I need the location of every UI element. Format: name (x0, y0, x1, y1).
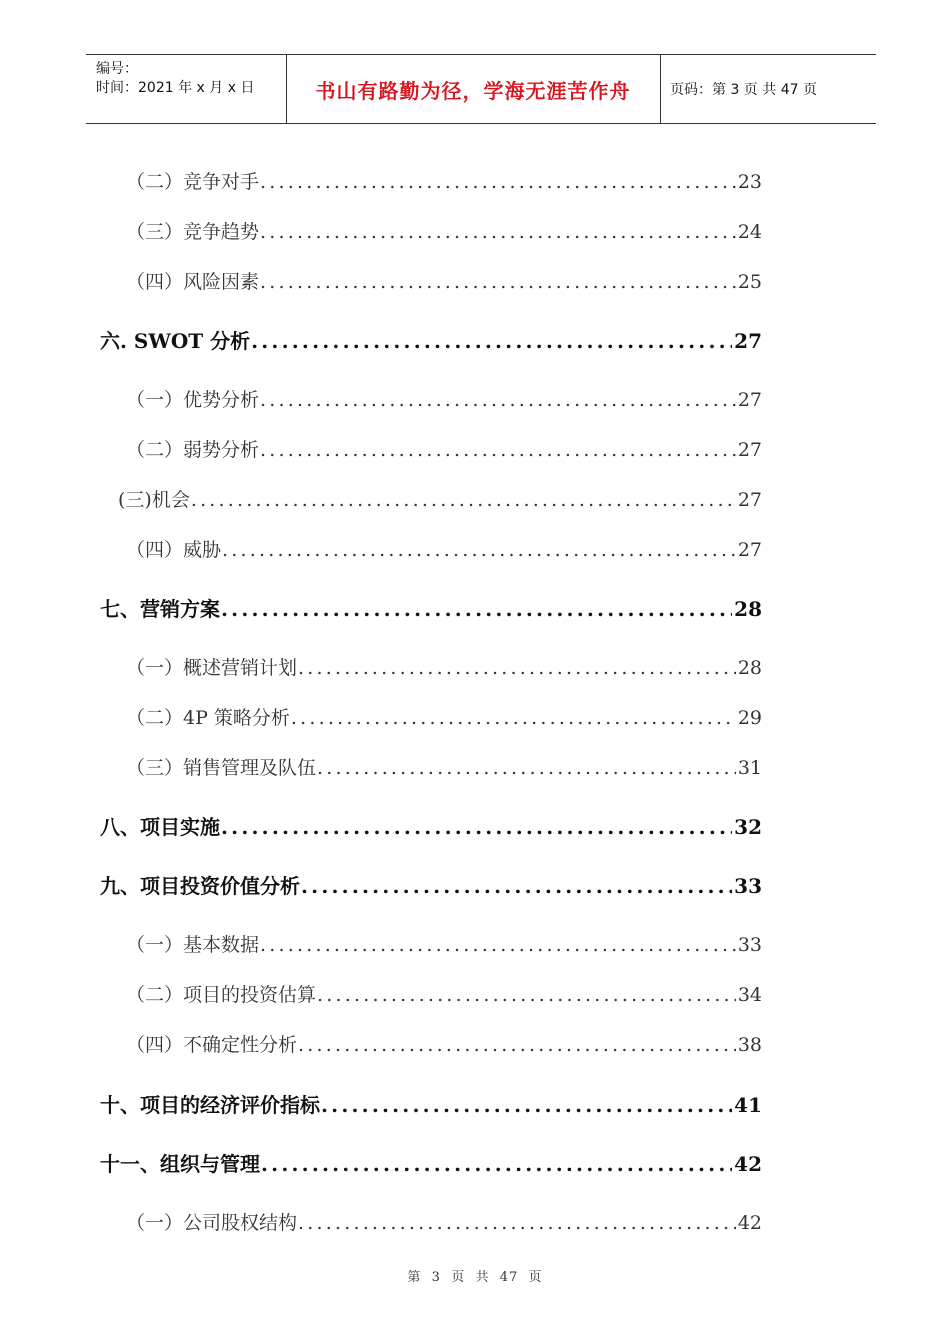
toc-entry[interactable] (126, 269, 762, 295)
toc-leader-dots (298, 1032, 736, 1058)
toc-leader-dots (260, 219, 736, 245)
toc-entry-label: （四）风险因素 (126, 271, 260, 293)
toc-entry-page: 27 (737, 439, 762, 461)
toc-leader-dots (260, 932, 736, 958)
toc-entry-label: （二）4P 策略分析 (126, 707, 290, 729)
toc-entry-page: 29 (737, 707, 762, 729)
toc-entry-page: 41 (734, 1093, 762, 1117)
toc-entry-page: 25 (737, 271, 762, 293)
toc-entry-page: 33 (734, 874, 762, 898)
toc-section-entry[interactable] (100, 596, 762, 622)
toc-leader-dots (298, 655, 736, 681)
header-page-cell (660, 55, 876, 123)
toc-entry-label: （一）优势分析 (126, 389, 260, 411)
toc-entry-label: 八、项目实施 (100, 815, 220, 839)
motto-text: 书山有路勤为径，学海无涯苦作舟 (315, 78, 631, 103)
toc-section-entry[interactable] (100, 328, 762, 354)
toc-leader-dots (291, 705, 736, 731)
header-meta (86, 55, 287, 123)
toc-entry-page: 23 (737, 171, 762, 193)
toc-entry-page: 31 (737, 757, 762, 779)
toc-entry-label: （二）项目的投资估算 (126, 984, 317, 1006)
toc-entry-page: 27 (734, 329, 762, 353)
toc-entry[interactable] (126, 655, 762, 681)
toc-section-entry[interactable] (100, 814, 762, 840)
toc-entry-page: 32 (734, 815, 762, 839)
toc-entry-page: 42 (737, 1212, 762, 1234)
toc-entry-label: 十、项目的经济评价指标 (100, 1093, 320, 1117)
toc-entry-label: （四）不确定性分析 (126, 1034, 298, 1056)
toc-leader-dots (317, 755, 736, 781)
header-motto-cell (286, 55, 661, 123)
toc-section-entry[interactable] (100, 1151, 762, 1177)
toc-leader-dots (321, 1092, 732, 1118)
toc-leader-dots (221, 814, 732, 840)
toc-leader-dots (261, 1151, 732, 1177)
toc-entry[interactable] (126, 932, 762, 958)
toc-entry-label: （一）基本数据 (126, 934, 260, 956)
toc-leader-dots (298, 1210, 736, 1236)
toc-entry-label: （四）威胁 (126, 539, 222, 561)
toc-entry-label: （二）弱势分析 (126, 439, 260, 461)
toc-entry-label: 十一、组织与管理 (100, 1152, 260, 1176)
toc-entry[interactable] (126, 387, 762, 413)
toc-entry-page: 34 (737, 984, 762, 1006)
toc-entry[interactable] (126, 982, 762, 1008)
toc-entry-page: 27 (737, 539, 762, 561)
toc-entry[interactable] (126, 169, 762, 195)
toc-entry[interactable] (118, 487, 762, 513)
header-page-code: 页码：第 3 页 共 47 页 (670, 82, 817, 98)
toc-entry[interactable] (126, 705, 762, 731)
serial-number-label: 编号： (96, 61, 138, 77)
toc-entry-label: （三）竞争趋势 (126, 221, 260, 243)
toc-leader-dots (260, 437, 736, 463)
page-footer (0, 1266, 950, 1285)
toc-leader-dots (191, 487, 736, 513)
toc-leader-dots (260, 169, 736, 195)
toc-leader-dots (221, 596, 732, 622)
toc-entry-label: 七、营销方案 (100, 597, 220, 621)
toc-entry-label: （一）概述营销计划 (126, 657, 298, 679)
toc-entry[interactable] (126, 537, 762, 563)
toc-entry-page: 27 (737, 389, 762, 411)
toc-entry-label: （一）公司股权结构 (126, 1212, 298, 1234)
toc-entry-label: （三）销售管理及队伍 (126, 757, 317, 779)
toc-section-entry[interactable] (100, 1092, 762, 1118)
toc-entry-page: 33 (737, 934, 762, 956)
toc-entry[interactable] (126, 1032, 762, 1058)
toc-leader-dots (260, 269, 736, 295)
toc-entry-page: 38 (737, 1034, 762, 1056)
toc-entry-page: 24 (737, 221, 762, 243)
date-label: 时间：2021 年 x 月 x 日 (96, 80, 255, 96)
toc-entry-page: 42 (734, 1152, 762, 1176)
toc-entry[interactable] (126, 219, 762, 245)
toc-entry-page: 28 (734, 597, 762, 621)
toc-leader-dots (251, 328, 732, 354)
page-header (86, 54, 876, 124)
toc-entry-page: 27 (737, 489, 762, 511)
toc-leader-dots (260, 387, 736, 413)
footer-page-number: 第 3 页 共 47 页 (407, 1270, 543, 1285)
toc-entry-page: 28 (737, 657, 762, 679)
toc-section-entry[interactable] (100, 873, 762, 899)
toc-entry-label: (三)机会 (118, 489, 190, 511)
toc-leader-dots (301, 873, 732, 899)
toc-leader-dots (222, 537, 736, 563)
toc-entry[interactable] (126, 1210, 762, 1236)
toc-entry-label: 六. SWOT 分析 (100, 329, 251, 353)
toc-entry-label: 九、项目投资价值分析 (100, 874, 300, 898)
toc-entry[interactable] (126, 437, 762, 463)
toc-leader-dots (317, 982, 736, 1008)
toc-entry-label: （二）竞争对手 (126, 171, 260, 193)
toc-entry[interactable] (126, 755, 762, 781)
